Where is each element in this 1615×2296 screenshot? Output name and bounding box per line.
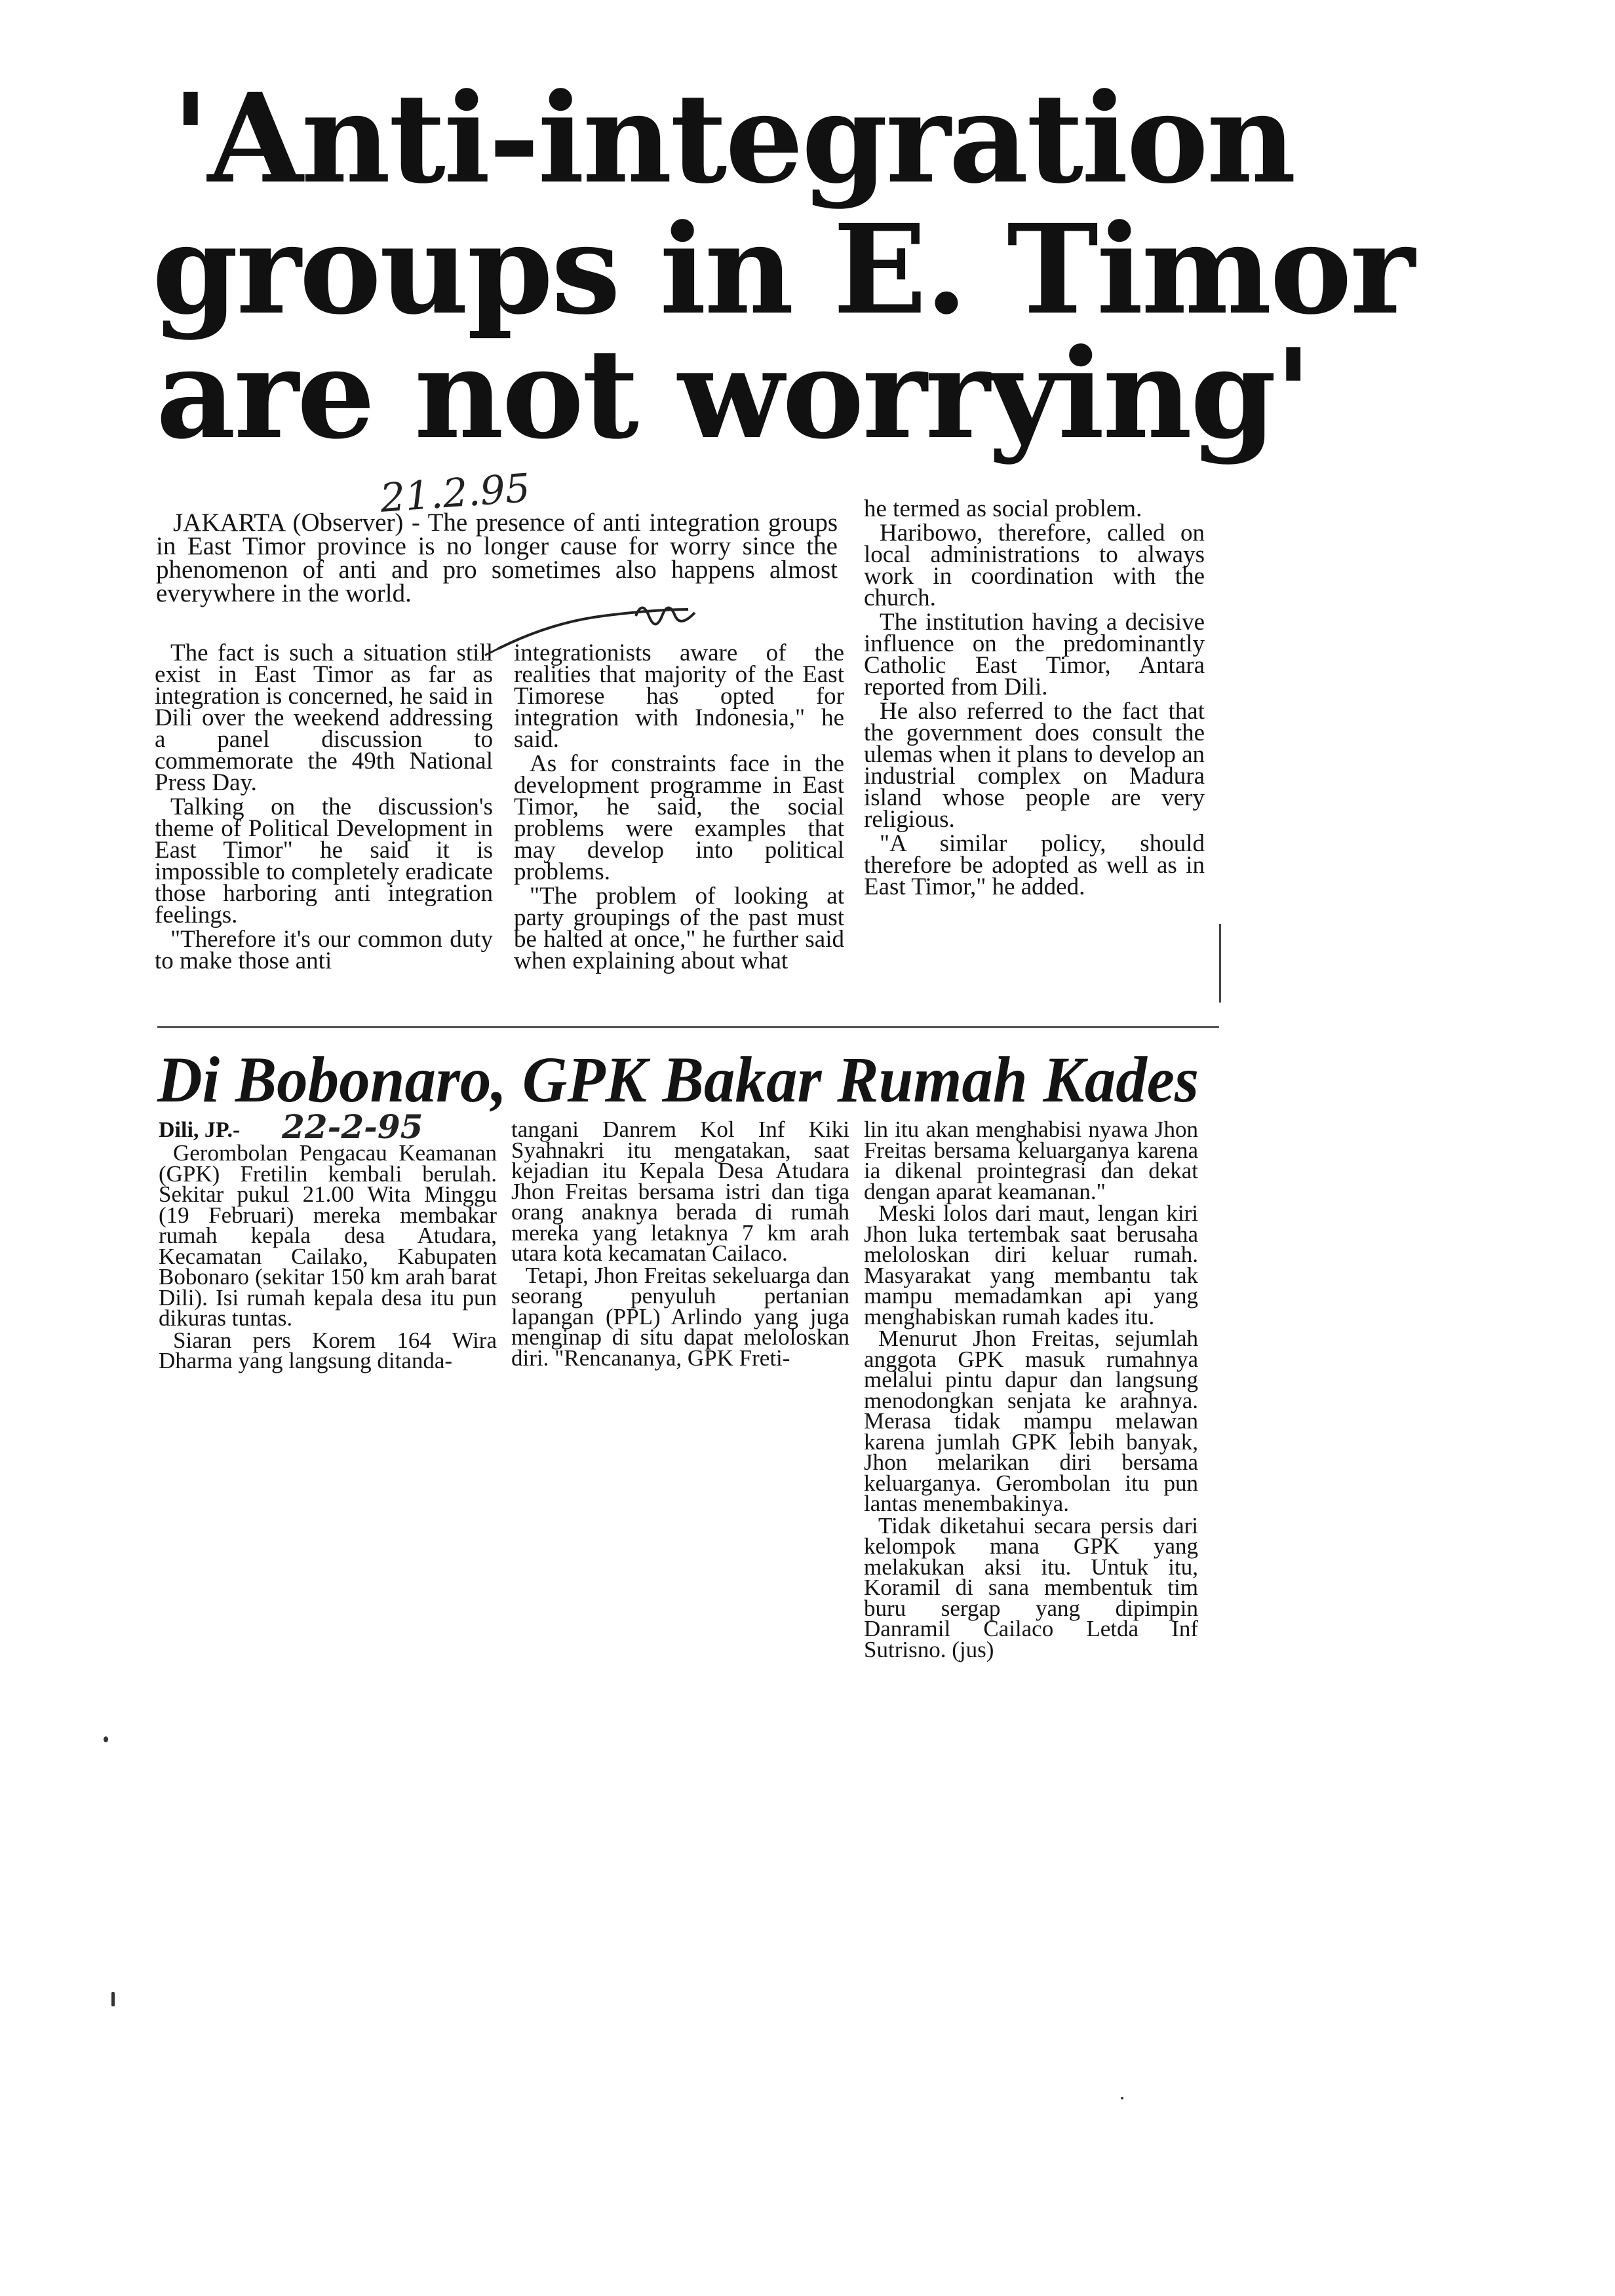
dateline: Dili, JP.- xyxy=(159,1118,241,1142)
paragraph: Tetapi, Jhon Freitas sekeluarga dan seorang penyuluh pertanian lapangan (PPL) Arlindo yang juga menginap di situ dapat meloloskan diri. "Rencananya, GPK Freti- xyxy=(511,1262,849,1371)
paragraph: "Therefore it's our common duty to make those anti xyxy=(155,926,493,974)
article-column-3 xyxy=(864,495,1205,900)
paragraph: The institution having a decisive influence on the predominantly Catholic East Timor, Antara reported from Dili. xyxy=(864,609,1205,700)
article-column-2 xyxy=(514,642,844,974)
article-2-column-3 xyxy=(864,1119,1198,1661)
paragraph: he termed as social problem. xyxy=(864,495,1142,522)
paragraph: "The problem of looking at party groupings of the past must be halted at once," he further said when explaining about what xyxy=(514,883,844,974)
column-rule xyxy=(1219,924,1221,1003)
paragraph: Talking on the discussion's theme of Political Development in East Timor" he said it is impossible to completely eradicate those harboring anti integration feelings. xyxy=(155,794,493,928)
article-2-headline: Di Bobonaro, GPK Bakar Rumah Kades xyxy=(157,1043,1199,1116)
headline-line-3: are not worrying' xyxy=(156,322,1310,467)
handwritten-date: 21.2.95 xyxy=(378,465,532,522)
paragraph: Tidak diketahui secara persis dari kelompok mana GPK yang melakukan aksi itu. Untuk itu, Koramil di sana membentuk tim buru sergap yang dipimpin Danramil Cailaco Letda Inf Sutrisno. (jus) xyxy=(864,1512,1198,1662)
paragraph: "A similar policy, should therefore be adopted as well as in East Timor," he added. xyxy=(864,830,1205,900)
scan-speck xyxy=(111,1992,115,2006)
paragraph: tangani Danrem Kol Inf Kiki Syahnakri itu mengatakan, saat kejadian itu Kepala Desa Atudara Jhon Freitas bersama istri dan tiga orang anaknya berada di rumah mereka yang letaknya 7 km arah utara kota kecamatan Cailaco. xyxy=(511,1117,849,1266)
paragraph: Haribowo, therefore, called on local administrations to always work in coordination with the church. xyxy=(864,520,1205,611)
paragraph: Menurut Jhon Freitas, sejumlah anggota GPK masuk rumahnya melalui pintu dapur dan langsung menodongkan senjata ke arahnya. Merasa tidak mampu melawan karena jumlah GPK lebih banyak, Jhon melarikan diri bersama keluarganya. Gerombolan itu pun lantas menembakinya. xyxy=(864,1326,1198,1516)
article-2-column-2 xyxy=(511,1119,849,1369)
handwritten-date: 22-2-95 xyxy=(282,1107,423,1146)
paragraph: Gerombolan Pengacau Keamanan (GPK) Fretilin kembali berulah. Sekitar pukul 21.00 Wita Minggu (19 Februari) mereka membakar rumah kepala desa Atudara, Kecamatan Cailako, Kabupaten Bobonaro (sekitar 150 km arah barat Dili). Isi rumah kepala desa itu pun dikuras tuntas. xyxy=(159,1140,497,1331)
article-column-1 xyxy=(155,642,493,974)
paragraph: As for constraints face in the development programme in East Timor, he said, the social problems were examples that may develop into political problems. xyxy=(514,750,844,885)
article-2-column-1 xyxy=(159,1140,497,1373)
article-divider xyxy=(157,1026,1219,1028)
paragraph: He also referred to the fact that the government does consult the ulemas when it plans to develop an industrial complex on Madura island whose people are very religious. xyxy=(864,698,1205,833)
paragraph: Siaran pers Korem 164 Wira Dharma yang langsung ditanda- xyxy=(159,1327,497,1373)
handwritten-scribble-mark xyxy=(472,590,747,662)
paragraph: The fact is such a situation still exist in East Timor as far as integration is concerned, he said in Dili over the weekend addressing a panel discussion to commemorate the 49th National Press Day. xyxy=(155,640,493,796)
paragraph: integrationists aware of the realities that majority of the East Timorese has opted for integration with Indonesia," he said. xyxy=(514,640,844,753)
headline-line-2: groups in E. Timor xyxy=(152,197,1413,342)
paragraph: lin itu akan menghabisi nyawa Jhon Freitas bersama keluarganya karena ia dikenal prointegrasi dan dekat dengan aparat keamanan." xyxy=(864,1117,1198,1204)
paragraph: Meski lolos dari maut, lengan kiri Jhon luka tertembak saat berusaha meloloskan diri keluar rumah. Masyarakat yang membantu tak mampu memadamkan api yang menghabiskan rumah kades itu. xyxy=(864,1200,1198,1330)
scan-speck xyxy=(104,1736,108,1742)
article-lead: JAKARTA (Observer) - The presence of anti integration groups in East Timor province is no longer cause for worry since the phenomenon of anti and pro sometimes also happens almost everywhere in the world. xyxy=(156,508,838,607)
headline-line-1: 'Anti-integration xyxy=(172,66,1294,211)
scan-speck xyxy=(1121,2097,1123,2099)
